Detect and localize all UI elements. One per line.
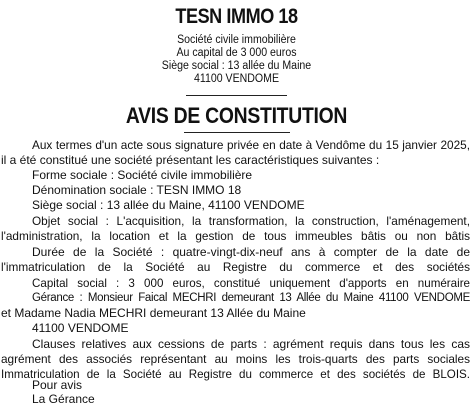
body-line-form: Forme sociale : Société civile immobilière <box>32 168 253 182</box>
notice-title: AVIS DE CONSTITUTION <box>125 103 348 128</box>
body-line-approval: agrément des associés représentant au moins les trois-quarts des parts sociales <box>1 352 470 366</box>
body-line-seat: Siège social : 13 allée du Maine, 41100 VENDOME <box>32 198 305 212</box>
body-line-transfer: Clauses relatives aux cessions de parts : agrément requis dans tous les cas <box>32 337 470 351</box>
body-line-purpose: Objet social : L'acquisition, la transformation, la construction, l'aménagement, <box>32 214 470 228</box>
body-line-purpose-cont: l'administration, la location et la gestion de tous immeubles bâtis ou non bâtis <box>1 229 470 243</box>
body-line-management-city: 41100 VENDOME <box>32 321 129 335</box>
body-line-duration: Durée de la Société : quatre-vingt-dix-neuf ans à compter de la date de <box>32 245 470 259</box>
title-divider <box>184 132 290 133</box>
header-divider <box>186 95 287 96</box>
company-capital: Au capital de 3 000 euros <box>176 47 297 59</box>
company-postcode: 41100 VENDOME <box>193 73 280 85</box>
body-line-capital: Capital social : 3 000 euros, constitué uniquement d'apports en numéraire <box>32 277 470 290</box>
body-line-registration: Immatriculation de la Société au Registre du commerce et des sociétés de BLOIS. <box>1 368 470 381</box>
body-line-deed: Aux termes d'un acte sous signature privée en date à Vendôme du 15 janvier 2025, <box>32 138 470 152</box>
body-line-management-cont: et Madame Nadia MECHRI demeurant 13 Allée du Maine <box>1 306 306 320</box>
body-line-management: Gérance : Monsieur Faical MECHRI demeurant 13 Allée du Maine 41100 VENDOME <box>32 292 470 304</box>
company-address: Siège social : 13 allée du Maine <box>161 60 312 72</box>
company-form: Société civile immobilière <box>177 34 296 46</box>
body-line-name: Dénomination sociale : TESN IMMO 18 <box>32 183 242 197</box>
body-line-for-notice: Pour avis <box>32 378 83 392</box>
body-line-signature: La Gérance <box>32 392 95 406</box>
company-name: TESN IMMO 18 <box>175 5 298 28</box>
body-line-constituted: il a été constitué une société présentant les caractéristiques suivantes : <box>1 153 380 167</box>
body-line-duration-cont: l'immatriculation de la Société au Registre du commerce et des sociétés <box>1 260 470 274</box>
